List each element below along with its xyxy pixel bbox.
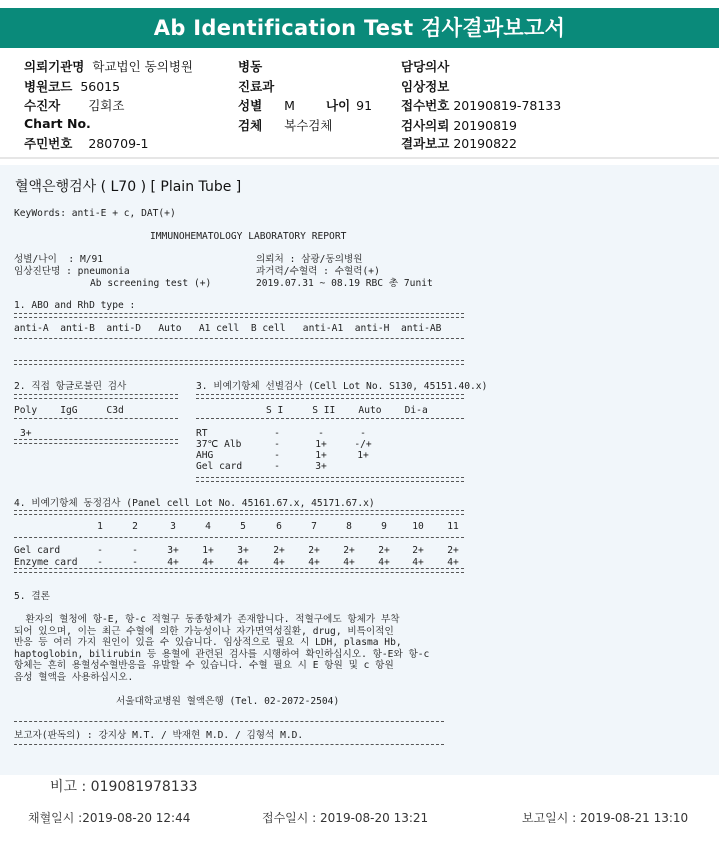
conclusion-line: 환자의 혈청에 항-E, 항-c 적혈구 동종항체가 존재합니다. 적혈구에도 항체가 부착 <box>14 614 400 625</box>
abo-bottom-rule <box>14 360 464 365</box>
memo: 비고 : 019081978133 <box>50 779 198 795</box>
report-date-row <box>401 134 517 152</box>
panel-column-header: 2 <box>132 521 138 532</box>
chart-no-row <box>24 116 99 131</box>
screen-cell-si: - <box>274 450 280 461</box>
doctor-row <box>401 57 457 75</box>
screen-row-label: RT <box>196 428 208 439</box>
resident-no-row <box>24 134 149 152</box>
panel-cell: 4+ <box>167 557 179 568</box>
panel-cell: 2+ <box>273 545 285 556</box>
panel-cell: 2+ <box>308 545 320 556</box>
panel-cell: - <box>97 557 103 568</box>
reporter-bottom-rule <box>14 744 444 745</box>
keywords: KeyWords: anti-E + c, DAT(+) <box>14 208 176 219</box>
clinical-info-label: 임상정보 <box>401 79 450 94</box>
dat-header: Poly IgG C3d <box>14 405 124 416</box>
panel-cell: 4+ <box>237 557 249 568</box>
conclusion-line: 되어 있으며, 이는 최근 수혈에 의한 가능성이나 자가면역성질환, drug, 비특이적인 <box>14 625 394 637</box>
specimen-value: 복수검체 <box>284 118 333 133</box>
panel-header-rule <box>14 537 464 538</box>
receipt-no-row <box>401 96 561 114</box>
specimen-label: 검체 <box>238 118 263 133</box>
panel-column-header: 4 <box>205 521 211 532</box>
abo-header: anti-A anti-B anti-D Auto A1 cell B cell anti-A1 anti-H anti-AB <box>14 323 442 334</box>
screen-row-label: AHG <box>196 450 214 461</box>
sex-label: 성별 <box>238 98 263 113</box>
request-date-value: 20190819 <box>453 118 517 133</box>
diagnosis-line: 임상진단명 : pneumonia <box>14 266 130 277</box>
report-date-label: 결과보고 <box>401 136 450 151</box>
panel-column-header: 5 <box>240 521 246 532</box>
panel-row-label: Gel card <box>14 545 61 556</box>
screen-cell-si: - <box>274 461 280 472</box>
panel-cell: 3+ <box>167 545 179 556</box>
screen-cell-si: - <box>274 439 280 450</box>
screen-row-label: 37℃ Alb <box>196 439 242 450</box>
screen-cell-auto: - <box>360 428 366 439</box>
department-label: 진료과 <box>238 79 275 94</box>
report-title-banner: Ab Identification Test 검사결과보고서 <box>0 8 719 48</box>
clinical-info-row <box>401 77 457 95</box>
lab-name: 서울대학교병원 혈액은행 (Tel. 02-2072-2504) <box>116 696 340 707</box>
screen-header: S I S II Auto Di-a <box>266 405 428 416</box>
report-date-value: 20190822 <box>453 136 517 151</box>
panel-column-header: 1 <box>97 521 103 532</box>
dat-section-title: 2. 직접 항글로불린 검사 <box>14 381 127 392</box>
panel-row-label: Enzyme card <box>14 557 78 568</box>
panel-cell: 4+ <box>412 557 424 568</box>
reporter-top-rule <box>14 721 444 722</box>
panel-column-header: 11 <box>447 521 459 532</box>
chart-no-label: Chart No. <box>24 116 91 131</box>
age-value: 91 <box>356 98 373 113</box>
sex-value: M <box>284 98 295 113</box>
screen-cell-sii: - <box>318 428 324 439</box>
reporters: 보고자(판독의) : 강지상 M.T. / 박재현 M.D. / 김형석 M.D. <box>14 730 304 741</box>
conclusion-line: 음성 혈액을 사용하십시오. <box>14 671 134 683</box>
screen-cell-auto: -/+ <box>354 439 372 450</box>
screen-top-rule <box>196 394 464 399</box>
conclusion-line: 반응 등 여러 가지 원인이 있을 수 있습니다. 임상적으로 필요 시 LDH, plasma Hb, <box>14 637 402 648</box>
patient-row <box>24 96 124 114</box>
panel-bottom-rule <box>14 568 464 573</box>
screen-cell-si: - <box>274 428 280 439</box>
specimen-row <box>238 116 332 134</box>
panel-cell: 4+ <box>308 557 320 568</box>
screen-cell-auto: 1+ <box>357 450 369 461</box>
panel-section-title: 4. 비예기항체 동정검사 (Panel cell Lot No. 45161.67.x, 45171.67.x) <box>14 498 375 509</box>
age-row <box>326 96 372 114</box>
request-date-row <box>401 116 517 134</box>
received-time: 접수일시 : 2019-08-20 13:21 <box>262 811 429 825</box>
panel-column-header: 7 <box>311 521 317 532</box>
panel-cell: 2+ <box>412 545 424 556</box>
screen-row-label: Gel card <box>196 461 243 472</box>
panel-column-header: 8 <box>346 521 352 532</box>
patient-value: 김회조 <box>88 98 125 113</box>
screen-cell-sii: 1+ <box>315 450 327 461</box>
requester-line: 의뢰처 : 삼광/동의병원 <box>256 254 363 265</box>
abo-header-rule <box>14 338 464 339</box>
dat-poly-value: 3+ <box>20 428 32 439</box>
abo-section-title: 1. ABO and RhD type : <box>14 300 136 311</box>
screen-cell-sii: 1+ <box>315 439 327 450</box>
conclusion-line: 항체는 흔히 용혈성수혈반응을 유발할 수 있습니다. 수혈 필요 시 E 항원 및 c 항원 <box>14 660 394 671</box>
sex-row <box>238 96 295 114</box>
panel-column-header: 9 <box>381 521 387 532</box>
receipt-no-label: 접수번호 <box>401 98 450 113</box>
ward-label: 병동 <box>238 59 263 74</box>
panel-cell: 4+ <box>447 557 459 568</box>
panel-cell: 4+ <box>202 557 214 568</box>
panel-cell: - <box>132 557 138 568</box>
institution-value: 학교법인 동의병원 <box>92 59 193 74</box>
panel-cell: 4+ <box>378 557 390 568</box>
institution-row <box>24 57 193 75</box>
panel-column-header: 6 <box>276 521 282 532</box>
institution-label: 의뢰기관명 <box>24 59 85 74</box>
panel-cell: 1+ <box>202 545 214 556</box>
panel-top-rule <box>14 510 464 515</box>
receipt-no-value: 20190819-78133 <box>453 98 562 113</box>
panel-cell: 4+ <box>343 557 355 568</box>
screen-bottom-rule <box>196 477 464 482</box>
age-label: 나이 <box>326 98 351 113</box>
history-line: 과거력/수혈력 : 수혈력(+) <box>256 266 380 277</box>
header-divider <box>0 157 719 159</box>
panel-cell: - <box>132 545 138 556</box>
screen-cell-sii: 3+ <box>315 461 327 472</box>
panel-cell: 3+ <box>237 545 249 556</box>
transfusion-line: 2019.07.31 ~ 08.19 RBC 총 7unit <box>256 278 433 289</box>
abo-top-rule <box>14 313 464 318</box>
panel-column-header: 10 <box>412 521 424 532</box>
conclusion-section-title: 5. 결론 <box>14 591 50 602</box>
panel-cell: 2+ <box>343 545 355 556</box>
hospital-code-row <box>24 77 120 95</box>
resident-no-label: 주민번호 <box>24 136 73 151</box>
screen-header-rule <box>196 418 464 419</box>
lab-report-title: IMMUNOHEMATOLOGY LABORATORY REPORT <box>150 231 347 242</box>
patient-label: 수진자 <box>24 98 61 113</box>
dat-top-rule <box>14 394 178 399</box>
panel-cell: - <box>97 545 103 556</box>
collected-time: 채혈일시 :2019-08-20 12:44 <box>28 811 191 825</box>
resident-no-value: 280709-1 <box>88 136 149 151</box>
sex-age-line: 성별/나이 : M/91 <box>14 254 104 265</box>
dat-bottom-rule <box>14 439 178 444</box>
report-section-title: 혈액은행검사 ( L70 ) [ Plain Tube ] <box>15 179 242 195</box>
panel-cell: 2+ <box>447 545 459 556</box>
screen-section-title: 3. 비예기항체 선별검사 (Cell Lot No. S130, 45151.40.x) <box>196 381 488 392</box>
panel-cell: 2+ <box>378 545 390 556</box>
panel-column-header: 3 <box>170 521 176 532</box>
hospital-code-value: 56015 <box>80 79 121 94</box>
conclusion-line: haptoglobin, bilirubin 등 용혈에 관련된 검사를 시행하여 확인하십시오. 항-E와 항-c <box>14 648 430 660</box>
doctor-label: 담당의사 <box>401 59 450 74</box>
hospital-code-label: 병원코드 <box>24 79 73 94</box>
dat-header-rule <box>14 418 178 419</box>
department-row <box>238 77 282 95</box>
reported-time: 보고일시 : 2019-08-21 13:10 <box>522 811 689 825</box>
ward-row <box>238 57 270 75</box>
request-date-label: 검사의뢰 <box>401 118 450 133</box>
screen-note-line: Ab screening test (+) <box>90 278 212 289</box>
panel-cell: 4+ <box>273 557 285 568</box>
